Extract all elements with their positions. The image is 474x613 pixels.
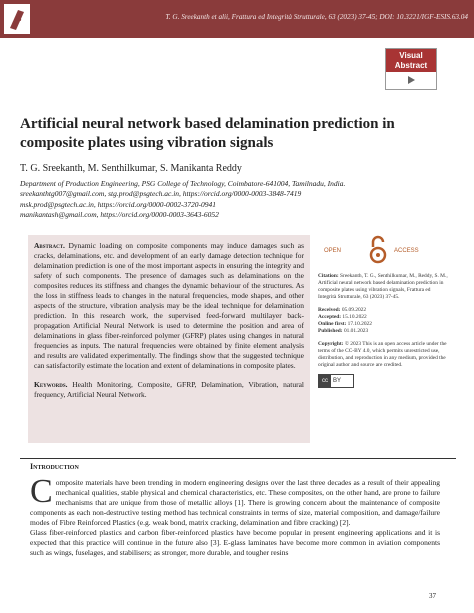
page-number: 37: [429, 592, 436, 600]
copyright-block: [318, 341, 448, 369]
cc-icon: cc: [319, 375, 331, 387]
article-info-column: [318, 235, 448, 388]
online-first-date: 17.10.2022: [347, 321, 372, 327]
running-head: T. G. Sreekanth et alii, Frattura ed Integrità Strutturale, 63 (2023) 37-45; DOI: 10.3221/IGF-ESIS.63.04: [165, 13, 468, 21]
abstract-label: Abstract.: [34, 241, 65, 250]
journal-logo-icon: [4, 4, 30, 34]
section-divider: [20, 458, 456, 459]
received-label: Received:: [318, 307, 341, 313]
citation-block: [318, 273, 448, 301]
abstract: [34, 241, 304, 371]
by-label: BY: [333, 378, 342, 384]
visual-abstract-line2: Abstract: [394, 61, 428, 70]
cc-by-license-badge[interactable]: [318, 374, 354, 388]
open-access-open: OPEN: [324, 248, 342, 254]
play-video-icon: [406, 75, 416, 85]
keywords: [34, 380, 304, 400]
affiliation-block: [20, 179, 460, 220]
author-contact-1[interactable]: sreekanthtg007@gmail.com, stg.prod@psgtech.ac.in, https://orcid.org/0000-0003-3848-7419: [20, 189, 302, 199]
copyright-label: Copyright:: [318, 341, 344, 347]
citation-label: Citation:: [318, 273, 339, 279]
intro-paragraph-2: Glass fiber-reinforced plastics and carbon fiber-reinforced plastics have become popular in present engineering applications and it is expected that this practice will continue in the future also [3]. E-glass laminates have become more common in aviation components such as wings, fuselages, and stabilisers; as stronger, more durable, and tougher resins: [30, 528, 440, 557]
copyright-text: © 2023 This is an open access article under the terms of the CC-BY 4.0, which permits unrestricted use, distribution, and reproduction in any medium, provided the original author and source are credited.: [318, 341, 447, 368]
author-list: T. G. Sreekanth, M. Senthilkumar, S. Manikanta Reddy: [20, 163, 242, 174]
introduction-heading: Introduction: [30, 462, 79, 471]
visual-abstract-label: [386, 49, 436, 72]
affiliation-department: Department of Production Engineering, PSG College of Technology, Coimbatore-641004, Tamilnadu, India.: [20, 179, 346, 188]
abstract-text: Dynamic loading on composite components may induce damages such as cracks, delaminations, etc. and development of an early damage detection technique for delamination prediction is one of the most important aspects in ensuring the integrity and safety of such components. The presence of damages such as delaminations on the composites reduces its stiffness and changes the dynamic behaviour of the structures. As the loss in stiffness leads to changes in the natural frequencies, mode shapes, and other aspects of the structure, vibration analysis may be the ideal technique for delamination prediction. In this research work, the supervised feed-forward multilayer back-propagation Artificial Neural Network is used to determine the position and area of delaminations in glass fiber-reinforced polymer (GFRP) plates using changes in natural frequencies as inputs. The natural frequencies were obtained by finite element analysis and results are validated experimentally. The findings show that the suggested technique can satisfactorily estimate the location and extent of delaminations in composite plates.: [34, 241, 305, 370]
online-first-label: Online first:: [318, 321, 347, 327]
visual-abstract-line1: Visual: [399, 51, 423, 60]
citation-text: Sreekanth, T. G., Senthilkumar, M., Reddy, S. M., Artificial neural network based delamination prediction in composite plates using vibration signals, Frattura ed Integrità Strutturale, 63 (2023) 37-45.: [318, 273, 448, 300]
open-access-lock-icon: [368, 235, 388, 265]
visual-abstract-button[interactable]: [385, 48, 437, 90]
accepted-label: Accepted:: [318, 314, 342, 320]
dates-block: [318, 307, 448, 335]
intro-paragraph-1-text: omposite materials have been trending in modern engineering designs over the last three decades as a result of their appealing mechanical qualities, stable physical and chemical characteristics, etc. These composites, on the other hand, are prone to failure mechanisms that are unique from those of metallic alloys [1]. There is growing concern about the maintenance of composite components as each non-destructive testing method has technical constraints in terms of size, material composition, and damage/failure modes of Fibre Reinforced Plastics (e.g. weak bond, matrix cracking, delamination and fibre cracking) [2].: [30, 478, 440, 527]
header-bar: [0, 0, 474, 38]
keywords-label: Keywords.: [34, 380, 68, 389]
abstract-box: [28, 235, 310, 443]
accepted-date: 15.10.2022: [342, 314, 367, 320]
published-date: 01.01.2023: [343, 328, 369, 334]
open-access-badge: [318, 235, 448, 271]
drop-cap: C: [30, 473, 53, 510]
author-contact-2[interactable]: msk.prod@psgtech.ac.in, https://orcid.org/0000-0002-3720-0941: [20, 199, 217, 209]
article-title: Artificial neural network based delamination prediction in composite plates using vibration signals: [20, 116, 395, 151]
published-label: Published:: [318, 328, 343, 334]
open-access-access: ACCESS: [394, 248, 419, 254]
author-contact-3[interactable]: manikantash@gmail.com, https://orcid.org/0000-0003-3643-6052: [20, 209, 219, 219]
introduction-body: [30, 473, 440, 558]
intro-paragraph-1: [30, 473, 440, 528]
keywords-text: Health Monitoring, Composite, GFRP, Delamination, Vibration, natural frequency, Artificial Neural Network.: [34, 380, 304, 399]
received-date: 05.09.2022: [341, 307, 367, 313]
journal-logo[interactable]: [4, 4, 30, 34]
